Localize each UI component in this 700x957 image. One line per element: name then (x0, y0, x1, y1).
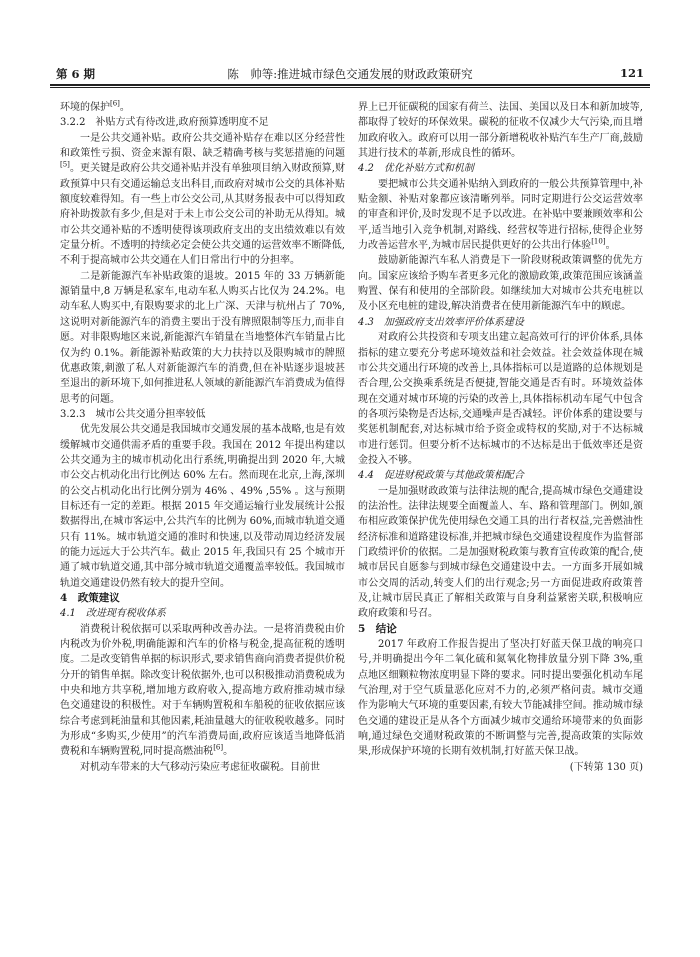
paragraph-text: 环境的保护 (60, 102, 110, 113)
right-column (358, 100, 643, 775)
subsection-heading: 3.2.2 补贴方式有待改进,政府预算透明度不足 (60, 117, 269, 129)
paragraph: 2017 年政府工作报告提出了坚决打好蓝天保卫战的响亮口号,并明确提出今年二氧化硫和氮氧化物排放量分别下降 3%,重点地区细颗粒物浓度明显下降的要求。同时提出要强化机动车尾气治理,对于空气质量恶化应对不力的,必须严格问责。城市交通作为影响大气环境的重要因素,有较大节能减排空间。推动城市绿色交通的建设正是从各个方面减少城市交通给环境带来的负面影响,通过绿色交通财税政策的不断调整与完善,提高政策的实际效果,形成保护环境的长期有效机制,打好蓝天保卫战。 (358, 639, 643, 758)
paragraph: 一是加强财政政策与法律法规的配合,提高城市绿色交通建设的法治性。法律法规要全面覆盖人、车、路和管理部门。例如,颁布相应政策保护优先使用绿色交通工具的出行者权益,完善燃油性经济标准和道路建设标准,并把城市绿色交通建设程度作为监督部门政绩评价的依据。二是加强财税政策与教育宣传政策的配合,使城市居民自愿参与到城市绿色交通建设中去。一方面多开展如城市公交周的活动,转变人们的出行观念;另一方面促进政府政策普及,让城市居民真正了解相关政策与自身利益紧密关联,积极响应政府政策和号召。 (358, 485, 643, 620)
subsection-heading: 4.3 加强政府支出效率评价体系建设 (358, 316, 524, 328)
paragraph: 对政府公共投资和专项支出建立起高效可行的评价体系,具体指标的建立要充分考虑环境效益和社会效益。社会效益体现在城市公共交通出行环境的改善上,具体指标可以是道路的总体规划是否合理,公交换乘系统是否便捷,智能交通是否有时。环境效益体现在交通对城市环境的污染的改善上,具体指标机动车尾气中包含的各项污染物是否达标,交通噪声是否减轻。评价体系的建设要与奖惩机制配套,对达标城市给予资金或特权的奖励,对于不达标城市进行惩罚。但要分析不达标城市的不达标是出于低效率还是资金投入不够。 (358, 332, 643, 466)
paragraph-text: 要把城市公共交通补贴纳入到政府的一般公共预算管理中,补贴金额、补贴对象都应该清晰列举。同时定期进行公交运营效率的审查和评价,及时发现不足予以改进。在补贴中要兼顾效率和公平,适当地引入竞争机制,对路线、经营权等进行招标,使得企业努力改善运营水平,为城市居民提供更好的公共出行体验 (358, 178, 643, 252)
paragraph: 二是新能源汽车补贴政策的退坡。2015 年的 33 万辆新能源销量中,8 万辆是私家车,电动车私人购买占比仅为 24.2%。电动车私人购买中,有限购要求的北上广深、天津与杭州占了 70%,这说明对新能源汽车的消费主要出于没有牌照限制等压力,而非自愿。对非限购地区来说,新能源汽车销量在当地整体汽车销量占比仅为约 0.1%。新能源补贴政策的大力扶持以及限购城市的牌照优惠政策,刺激了私人对新能源汽车的消费,但在补贴逐步退坡甚至退出的新环境下,如何推进私人领域的新能源汽车消费成为值得思考的问题。 (60, 270, 345, 405)
paragraph-text: 。 (119, 102, 130, 113)
paragraph: 优先发展公共交通是我国城市交通发展的基本战略,也是有效缓解城市交通供需矛盾的重要手段。我国在 2012 年提出构建以公共交通为主的城市机动化出行系统,明确提出到 2020 年,大城市公交占机动化出行比例达 60% 左右。然而现在北京,上海,深圳的公交占机动化出行比例分别为 46% 、49% ,55% 。这与预期目标还有一定的差距。根据 2015 年交通运输行业发展统计公报数据得出,在城市客运中,公共汽车的比例为 60%,而城市轨道交通只有 11%。城市轨道交通的准时和快速,以及带动周边经济发展的能力远远大于公共汽车。截止 2015 年,我国只有 25 个城市开通了城市轨道交通,其中部分城市轨道交通覆盖率较低。我国城市轨道交通建设仍然有较大的提升空间。 (60, 424, 345, 589)
paragraph-text: 一是公共交通补贴。政府公共交通补贴存在难以区分经营性和政策性亏损、资金来源有限、缺乏精确考核与奖惩措施的问题 (60, 132, 345, 160)
running-title: 陈 帅等:推进城市绿色交通发展的财政政策研究 (227, 67, 473, 81)
continuation-note: (下转第 130 页) (569, 761, 643, 773)
paragraph-text: 。 (223, 746, 234, 758)
header-rule-thick (50, 84, 650, 86)
header-rule-thin (50, 87, 650, 88)
subsection-heading: 4.2 优化补贴方式和机制 (358, 163, 474, 175)
paragraph (60, 100, 345, 115)
page-number: 121 (619, 66, 644, 80)
subsection-heading: 3.2.3 城市公共交通分担率较低 (60, 408, 206, 420)
citation: [6] (110, 99, 120, 108)
left-column (60, 100, 345, 775)
running-header (50, 62, 650, 82)
subsection-heading: 4.4 促进财税政策与其他政策相配合 (358, 470, 524, 482)
paragraph: 鼓励新能源汽车私人消费是下一阶段财税政策调整的优先方向。国家应该给予购车者更多元化的激励政策,政策范围应该涵盖购置、保有和使用的全部阶段。如继续加大对城市公共充电桩以及小区充电桩的建设,解决消费者在使用新能源汽车中的顾虑。 (358, 255, 643, 313)
subsection-heading: 4.1 改进现有税收体系 (60, 608, 166, 620)
citation: [5] (60, 161, 70, 170)
paragraph-text: 。 (605, 240, 616, 252)
issue-number: 第 6 期 (56, 67, 96, 81)
paragraph-text: 。更关键是政府公共交通补贴并没有单独项目纳入财政预算,财政预算中只有交通运输总支出科目,而政府对城市公交的具体补贴额度较难得知。有一些上市公交公司,从其财务报表中可以得知政府补助拨款有多少,但是对于未上市公交公司的补助无从得知。城市公共交通补贴的不透明使得该项政府支出的支出绩效难以有效定量分析。不透明的持续必定会使公共交通的运营效率不断降低,不利于提高城市公共交通在人们日常出行中的分担率。 (60, 163, 345, 267)
paragraph (60, 622, 345, 760)
section-heading: 5 结论 (358, 622, 397, 635)
citation: [10] (591, 237, 606, 246)
paragraph (60, 131, 345, 269)
paragraph: 界上已开征碳税的国家有荷兰、法国、美国以及日本和新加坡等,都取得了较好的环保效果。碳税的征收不仅减少大气污染,而且增加政府收入。政府可以用一部分新增税收补贴汽车生产厂商,鼓励其进行技术的革新,形成良性的循环。 (358, 102, 643, 160)
section-heading: 4 政策建议 (60, 592, 120, 604)
paragraph (358, 177, 643, 254)
paragraph: 对机动车带来的大气移动污染应考虑征收碳税。目前世 (80, 761, 320, 773)
paragraph-text: 消费税计税依据可以采取两种改善办法。一是将消费税由价内税改为价外税,明确能源和汽车的价格与税金,提高征税的透明度。二是改变销售单据的标识形式,要求销售商向消费者提供价税分开的销售单据。除改变计税依据外,也可以积极推动消费税成为中央和地方共享税,增加地方政府收入,提高地方政府推动城市绿色交通建设的积极性。对于车辆购置税和车船税的征收依据应该综合考虑到耗油量和其他因素,耗油量越大的征收税收越多。同时为形成“多购买,少使用”的汽车消费局面,政府应该适当地降低消费税和车辆购置税,同时提高燃油税 (60, 623, 345, 758)
citation: [6] (213, 744, 224, 753)
